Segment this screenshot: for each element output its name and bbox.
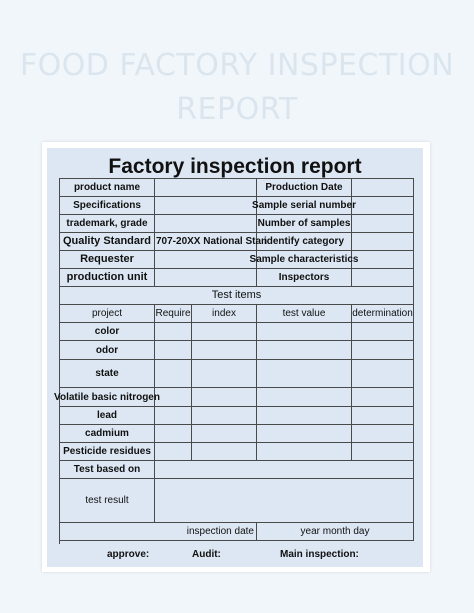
test-row-cadmium-label: cadmium bbox=[60, 425, 155, 443]
inspection-date-value[interactable]: year month day bbox=[257, 523, 414, 541]
specifications-label: Specifications bbox=[60, 197, 155, 215]
column-header-determination: determination bbox=[352, 305, 414, 323]
identify-category-label: identify category bbox=[257, 233, 352, 251]
identify-category-value-cell[interactable] bbox=[352, 233, 414, 251]
watermark-line-1: FOOD FACTORY INSPECTION bbox=[19, 48, 455, 83]
audit-label: Audit: bbox=[192, 549, 221, 560]
table-cell[interactable] bbox=[155, 407, 192, 425]
quality-standard-value[interactable]: 707-20XX National Stan bbox=[155, 233, 257, 251]
test-result-label: test result bbox=[60, 479, 155, 523]
table-cell[interactable] bbox=[192, 323, 257, 341]
test-row-color-label: color bbox=[60, 323, 155, 341]
page-watermark-title bbox=[0, 44, 474, 132]
requester-value-cell[interactable] bbox=[155, 251, 257, 269]
table-cell[interactable] bbox=[155, 341, 192, 360]
table-cell[interactable] bbox=[257, 388, 352, 407]
table-cell[interactable] bbox=[352, 443, 414, 461]
trademark-grade-label: trademark, grade bbox=[60, 215, 155, 233]
trademark-grade-value-cell[interactable] bbox=[155, 215, 257, 233]
requester-label: Requester bbox=[60, 251, 155, 269]
column-header-require: Require bbox=[155, 305, 192, 323]
test-row-odor-label: odor bbox=[60, 341, 155, 360]
specifications-value-cell[interactable] bbox=[155, 197, 257, 215]
report-panel bbox=[47, 148, 423, 567]
product-name-value-cell[interactable] bbox=[155, 179, 257, 197]
table-cell[interactable] bbox=[257, 323, 352, 341]
report-sheet bbox=[42, 142, 430, 572]
inspection-table bbox=[54, 178, 414, 544]
table-cell[interactable] bbox=[257, 360, 352, 388]
table-cell[interactable] bbox=[352, 341, 414, 360]
test-row-pesticide-residues-label: Pesticide residues bbox=[60, 443, 155, 461]
sample-characteristics-value-cell[interactable] bbox=[352, 251, 414, 269]
production-unit-value-cell[interactable] bbox=[155, 269, 257, 287]
table-cell[interactable] bbox=[352, 323, 414, 341]
production-date-label: Production Date bbox=[257, 179, 352, 197]
table-cell[interactable] bbox=[155, 323, 192, 341]
number-of-samples-value-cell[interactable] bbox=[352, 215, 414, 233]
production-date-value-cell[interactable] bbox=[352, 179, 414, 197]
table-cell[interactable] bbox=[192, 360, 257, 388]
table-cell[interactable] bbox=[352, 425, 414, 443]
table-cell[interactable] bbox=[192, 341, 257, 360]
signature-row bbox=[59, 546, 413, 564]
table-cell[interactable] bbox=[192, 388, 257, 407]
table-cell[interactable] bbox=[155, 443, 192, 461]
test-based-on-label: Test based on bbox=[60, 461, 155, 479]
table-cell[interactable] bbox=[155, 425, 192, 443]
table-cell[interactable] bbox=[257, 407, 352, 425]
sample-serial-number-value-cell[interactable] bbox=[352, 197, 414, 215]
main-inspection-label: Main inspection: bbox=[280, 549, 359, 560]
inspectors-label: Inspectors bbox=[257, 269, 352, 287]
test-items-heading: Test items bbox=[60, 287, 414, 305]
test-row-lead-label: lead bbox=[60, 407, 155, 425]
table-cell[interactable] bbox=[192, 443, 257, 461]
table-cell[interactable] bbox=[155, 360, 192, 388]
inspectors-value-cell[interactable] bbox=[352, 269, 414, 287]
column-header-test-value: test value bbox=[257, 305, 352, 323]
test-based-on-value-cell[interactable] bbox=[155, 461, 414, 479]
sample-characteristics-label: Sample characteristics bbox=[257, 251, 352, 269]
table-cell[interactable] bbox=[257, 443, 352, 461]
table-cell[interactable] bbox=[352, 407, 414, 425]
table-cell[interactable] bbox=[192, 425, 257, 443]
test-row-volatile-basic-nitrogen-label: Volatile basic nitrogen bbox=[60, 388, 155, 407]
inspection-date-label: inspection date bbox=[60, 523, 257, 541]
number-of-samples-label: Number of samples bbox=[257, 215, 352, 233]
watermark-line-2: REPORT bbox=[176, 92, 298, 127]
test-result-value-cell[interactable] bbox=[155, 479, 414, 523]
document-title: Factory inspection report bbox=[108, 155, 362, 178]
sample-serial-number-label: Sample serial number bbox=[257, 197, 352, 215]
column-header-index: index bbox=[192, 305, 257, 323]
table-cell[interactable] bbox=[192, 407, 257, 425]
production-unit-label: production unit bbox=[60, 269, 155, 287]
approve-label: approve: bbox=[107, 549, 150, 560]
table-cell[interactable] bbox=[352, 388, 414, 407]
product-name-label: product name bbox=[60, 179, 155, 197]
column-header-project: project bbox=[60, 305, 155, 323]
table-cell[interactable] bbox=[257, 341, 352, 360]
table-cell[interactable] bbox=[352, 360, 414, 388]
table-cell[interactable] bbox=[257, 425, 352, 443]
table-cell[interactable] bbox=[155, 388, 192, 407]
quality-standard-label: Quality Standard bbox=[60, 233, 155, 251]
test-row-state-label: state bbox=[60, 360, 155, 388]
